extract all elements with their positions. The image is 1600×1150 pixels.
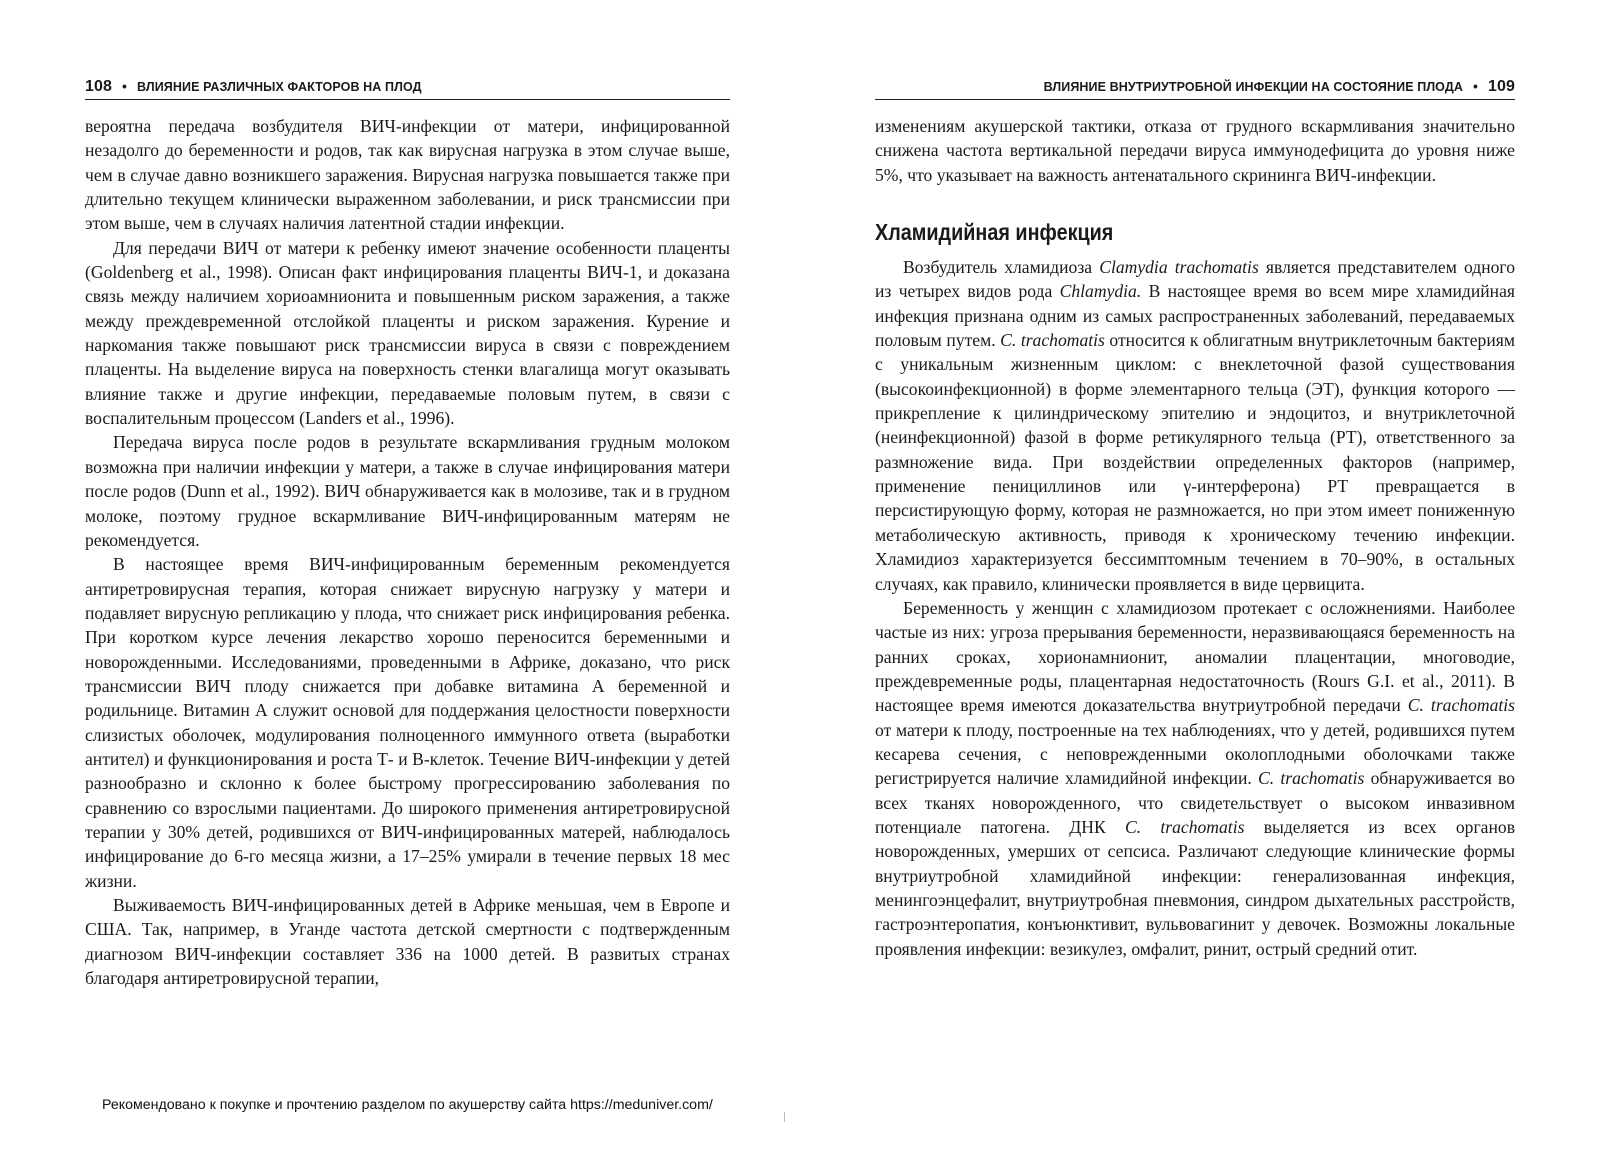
right-paragraph — [875, 596, 1515, 961]
text-run: обнаруживается во всех тканях новорожденного, что свидетельствует о высоком инвазивном потенциале патогена. ДНК — [875, 768, 1516, 837]
left-body-text — [85, 114, 730, 990]
text-run: от матери к плоду, построенные на тех наблюдениях, что у детей, родившихся путем кесарева сечения, с неповрежденными околоплодными оболочками также регистрируется наличие хламидийной инфекции. — [875, 719, 1515, 789]
italic-run: Clamydia trachomatis — [1099, 257, 1259, 278]
bullet-separator: • — [1472, 78, 1478, 94]
text-run: относится к облигатным внутриклеточным бактериям с уникальным жизненным циклом: с внеклеточной фазой существования (высокоинфекционной) в форме элементарного тельца (ЭТ), функция которого — прикрепление к цилиндрическому эпителию и эндоцитоз, и внутриклеточной (неинфекционной) фазой в форме ретикулярного тельца (РТ), ответственного за размножение вида. При воздействии определенных факторов (например, применение пенициллинов или γ-интерферона) РТ превращается в персистирующую форму, которая не размножается, но при этом имеет пониженную метаболическую активность, приводя к хроническому течению инфекции. Хламидиоз характеризуется бессимптомным течением в 70–90%, в остальных случаях, как правило, клинически проявляется в виде цервицита. — [875, 330, 1515, 594]
right-intro-paragraph: изменениям акушерской тактики, отказа от грудного вскармливания значительно снижена частота вертикальной передачи вируса иммунодефицита до уровня ниже 5%, что указывает на важность антенатального скрининга ВИЧ-инфекции. — [875, 116, 1515, 185]
left-paragraph: Выживаемость ВИЧ-инфицированных детей в Африке меньшая, чем в Европе и США. Так, например, в Уганде частота детской смертности с подтвержденным диагнозом ВИЧ-инфекции составляет 336 на 1000 детей. В развитых странах благодаря антиретровирусной терапии, — [85, 895, 730, 989]
footer-note: Рекомендовано к покупке и прочтению разделом по акушерству сайта https://meduniver.com/ — [102, 1097, 713, 1113]
italic-run: C. trachomatis — [1124, 816, 1245, 837]
bullet-separator: • — [122, 78, 128, 94]
right-page — [875, 78, 1515, 961]
italic-run: C. trachomatis — [1258, 768, 1365, 789]
left-paragraph: Передача вируса после родов в результате вскармливания грудным молоком возможна при наличии инфекции у матери, а также в случае инфицирования матери после родов (Dunn et al., 1992). ВИЧ обнаруживается как в молозиве, так и в грудном молоке, поэтому грудное вскармливание ВИЧ-инфицированным матерям не рекомендуется. — [85, 432, 730, 550]
italic-run: Chlamydia. — [1059, 281, 1142, 302]
text-run: Возбудитель хламидиоза — [903, 257, 1100, 278]
text-run: В настоящее время во всем мире хламидийная инфекция признана одним из самых распространенных заболеваний, передаваемых половым путем. — [875, 281, 1515, 351]
left-paragraph: В настоящее время ВИЧ-инфицированным беременным рекомендуется антиретровирусная терапия, которая снижает вирусную нагрузку у матери и подавляет вирусную репликацию у плода, что снижает риск инфицирования ребенка. При коротком курсе лечения лекарство хорошо переносится беременными и новорожденными. Исследованиями, проведенными в Африке, доказано, что риск трансмиссии ВИЧ плоду снижается при добавке витамина А беременной и родильнице. Витамин А служит основой для поддержания целостности поверхности слизистых оболочек, модулирования полноценного иммунного ответа (выработки антител) и функционирования и роста Т- и В-клеток. Течение ВИЧ-инфекции у детей разнообразно и склонно к более быстрому прогрессированию заболевания по сравнению со взрослыми пациентами. До широкого применения антиретровирусной терапии у 30% детей, родившихся от ВИЧ-инфицированных матерей, наблюдалось инфицирование до 6-го месяца жизни, а 17–25% умирали в течение первых 18 мес жизни. — [85, 554, 730, 891]
left-paragraph: вероятна передача возбудителя ВИЧ-инфекции от матери, инфицированной незадолго до беременности и родов, так как вирусная нагрузка в этом случае выше, чем в случае давно возникшего заражения. Вирусная нагрузка повышается также при длительно текущем клинически выраженном заболевании, и риск трансмиссии при этом выше, чем в случаях наличия латентной стадии инфекции. — [85, 116, 730, 234]
left-running-head-title: ВЛИЯНИЕ РАЗЛИЧНЫХ ФАКТОРОВ НА ПЛОД — [137, 80, 422, 94]
section-title: Хламидийная инфекция — [875, 219, 1114, 246]
left-running-head — [85, 78, 730, 100]
text-run: является представителем одного из четырех видов рода — [875, 257, 1516, 302]
right-running-head-title: ВЛИЯНИЕ ВНУТРИУТРОБНОЙ ИНФЕКЦИИ НА СОСТОЯНИЕ ПЛОДА — [1043, 80, 1463, 94]
text-run: выделяется из всех органов новорожденных, умерших от сепсиса. Различают следующие клинические формы внутриутробной хламидийной инфекции: генерализованная инфекция, менингоэнцефалит, внутриутробная пневмония, синдром дыхательных расстройств, гастроэнтеропатия, конъюнктивит, вульвовагинит у девочек. Возможны локальные проявления инфекции: везикулез, омфалит, ринит, острый средний отит. — [875, 816, 1515, 959]
left-page-number: 108 — [85, 78, 112, 95]
left-paragraph: Для передачи ВИЧ от матери к ребенку имеют значение особенности плаценты (Goldenberg et al., 1998). Описан факт инфицирования плаценты ВИЧ-1, и доказана связь между наличием хориоамнионита и повышенным риском заражения, а также между преждевременной отслойкой плаценты и риском заражения. Курение и наркомания также повышают риск трансмиссии вируса в связи с повреждением плаценты. На выделение вируса на поверхность стенки влагалища могут оказывать влияние также и другие инфекции, передаваемые половым путем, в связи с воспалительным процессом (Landers et al., 1996). — [85, 237, 730, 429]
right-body-text — [875, 114, 1515, 187]
right-page-number: 109 — [1488, 78, 1515, 95]
right-running-head — [875, 78, 1515, 100]
text-run: Беременность у женщин с хламидиозом протекает с осложнениями. Наиболее частые из них: угроза прерывания беременности, неразвивающаяся беременность на ранних сроках, хорионамнионит, аномалии плацентации, многоводие, преждевременные роды, плацентарная недостаточность (Rours G.I. et al., 2011). В настоящее время имеются доказательства внутриутробной передачи — [875, 597, 1515, 716]
left-page — [85, 78, 730, 990]
italic-run: C. trachomatis — [1407, 695, 1515, 716]
right-paragraph — [875, 255, 1515, 596]
italic-run: C. trachomatis — [1000, 330, 1105, 351]
gutter-mark — [784, 1112, 785, 1122]
